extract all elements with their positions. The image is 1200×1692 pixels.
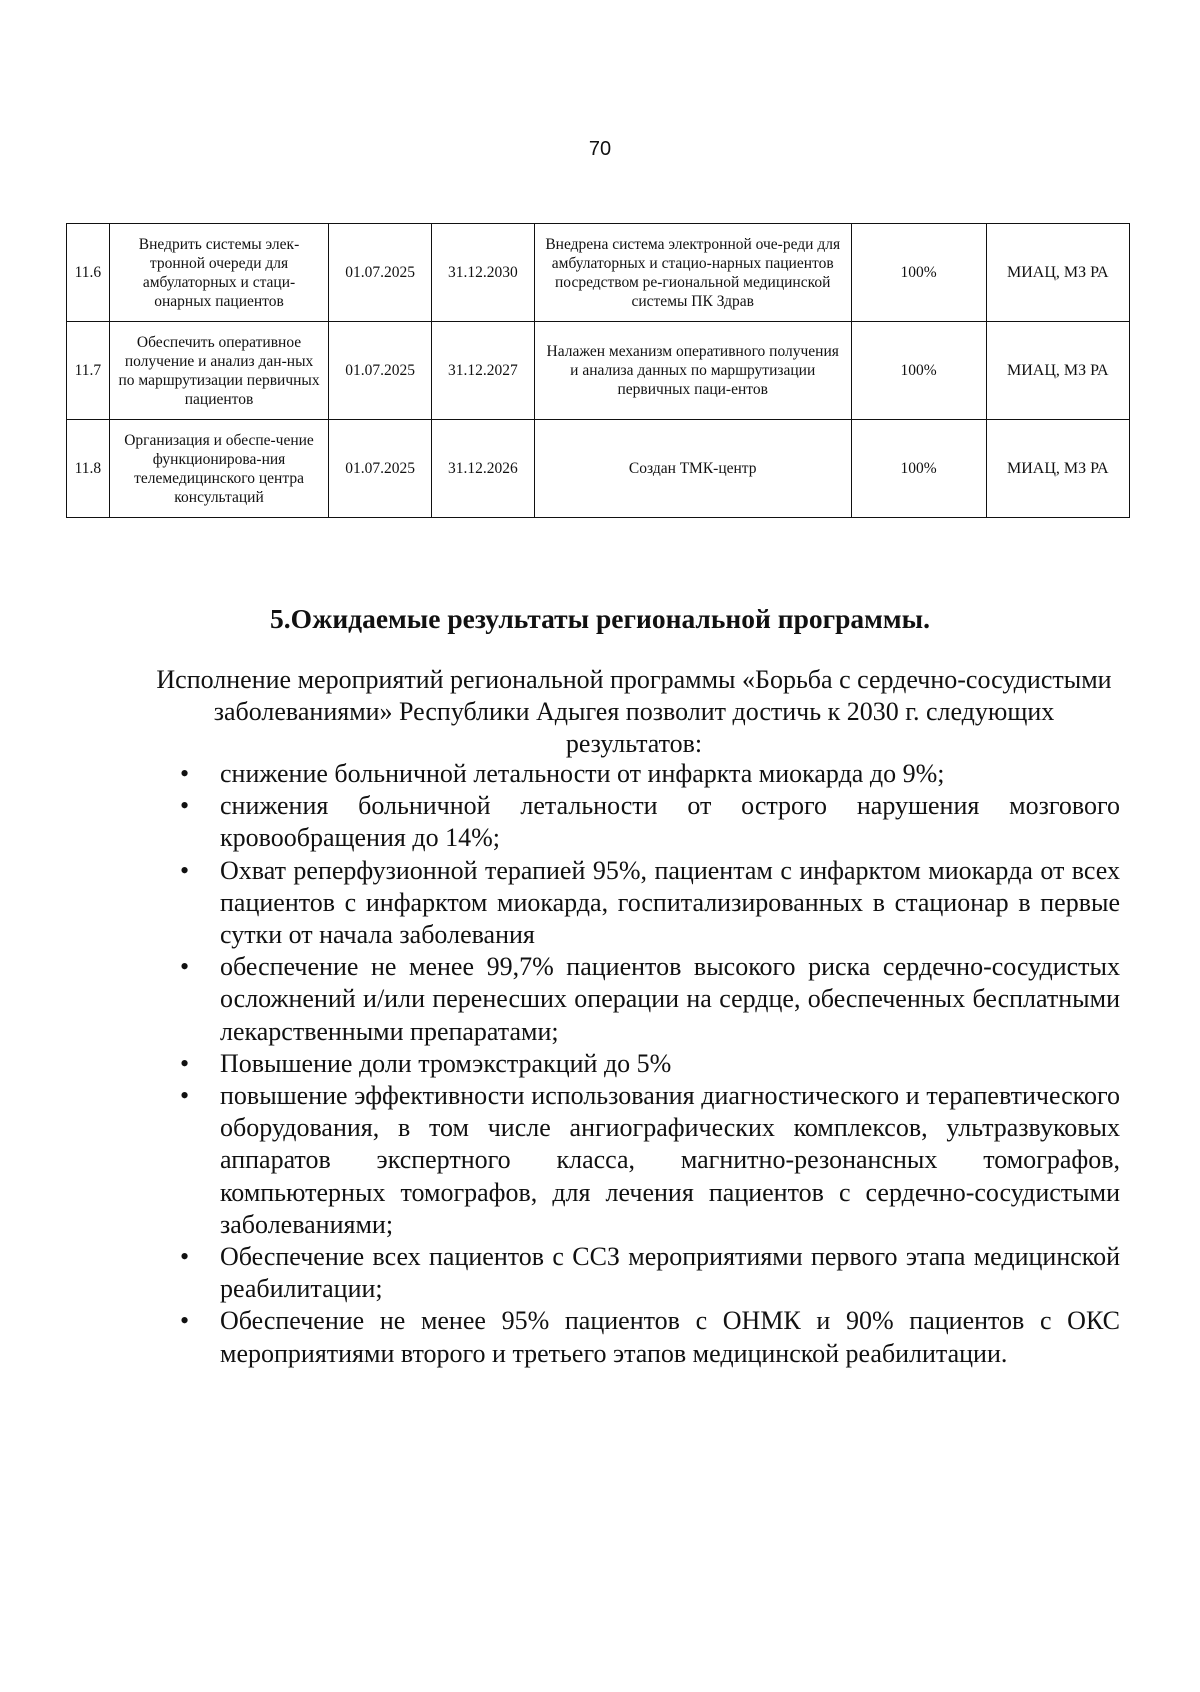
end-date-cell: 31.12.2030 xyxy=(432,224,535,322)
table-row xyxy=(67,322,1130,420)
tasks-table xyxy=(66,223,1130,518)
list-item: • обеспечение не менее 99,7% пациентов высокого риска сердечно-сосудистых осложнений и/или перенесших операции на сердце, обеспеченных бесплатными лекарственными препаратами; xyxy=(180,951,1120,1048)
task-cell: Обеспечить оперативное получение и анализ дан-ных по маршрутизации первичных пациентов xyxy=(109,322,328,420)
row-number: 11.6 xyxy=(67,224,110,322)
responsible-cell: МИАЦ, МЗ РА xyxy=(986,420,1129,518)
list-item: • снижение больничной летальности от инфаркта миокарда до 9%; xyxy=(180,758,1120,790)
list-item: • повышение эффективности использования диагностического и терапевтического оборудования, в том числе ангиографических комплексов, ультразвуковых аппаратов экспертного класса, магнитно-резонансных томографов, компьютерных томографов, для лечения пациентов с сердечно-сосудистыми заболеваниями; xyxy=(180,1080,1120,1241)
task-cell: Внедрить системы элек-тронной очереди для амбулаторных и стаци-онарных пациентов xyxy=(109,224,328,322)
start-date-cell: 01.07.2025 xyxy=(329,322,432,420)
row-number: 11.8 xyxy=(67,420,110,518)
list-item: • Обеспечение всех пациентов с ССЗ мероприятиями первого этапа медицинской реабилитации; xyxy=(180,1241,1120,1305)
list-item: • Обеспечение не менее 95% пациентов с ОНМК и 90% пациентов с ОКС мероприятиями второго и третьего этапов медицинской реабилитации. xyxy=(180,1305,1120,1369)
result-cell: Внедрена система электронной оче-реди для амбулаторных и стацио-нарных пациентов посредством ре-гиональной медицинской системы ПК Здрав xyxy=(534,224,851,322)
table-row xyxy=(67,224,1130,322)
list-item: • снижения больничной летальности от острого нарушения мозгового кровообращения до 14%; xyxy=(180,790,1120,854)
result-cell: Налажен механизм оперативного получения и анализа данных по маршрутизации первичных паци-ентов xyxy=(534,322,851,420)
task-cell: Организация и обеспе-чение функционирова-ния телемедицинского центра консультаций xyxy=(109,420,328,518)
list-item: • Охват реперфузионной терапией 95%, пациентам с инфарктом миокарда от всех пациентов с инфарктом миокарда, госпитализированных в стационар в первые сутки от начала заболевания xyxy=(180,855,1120,952)
responsible-cell: МИАЦ, МЗ РА xyxy=(986,224,1129,322)
section-title: 5.Ожидаемые результаты региональной программы. xyxy=(270,603,930,634)
percent-cell: 100% xyxy=(851,420,986,518)
results-list xyxy=(180,758,1120,1370)
list-item: • Повышение доли тромэкстракций до 5% xyxy=(180,1048,1120,1080)
end-date-cell: 31.12.2027 xyxy=(432,322,535,420)
intro-paragraph: Исполнение мероприятий региональной программы «Борьба с сердечно-сосудистыми заболеваниями» Республики Адыгея позволит достичь к 2030 г. следующих результатов: xyxy=(156,665,1112,758)
result-cell: Создан ТМК-центр xyxy=(534,420,851,518)
responsible-cell: МИАЦ, МЗ РА xyxy=(986,322,1129,420)
start-date-cell: 01.07.2025 xyxy=(329,224,432,322)
end-date-cell: 31.12.2026 xyxy=(432,420,535,518)
page-number: 70 xyxy=(588,138,612,160)
table-row xyxy=(67,420,1130,518)
percent-cell: 100% xyxy=(851,224,986,322)
row-number: 11.7 xyxy=(67,322,110,420)
percent-cell: 100% xyxy=(851,322,986,420)
start-date-cell: 01.07.2025 xyxy=(329,420,432,518)
